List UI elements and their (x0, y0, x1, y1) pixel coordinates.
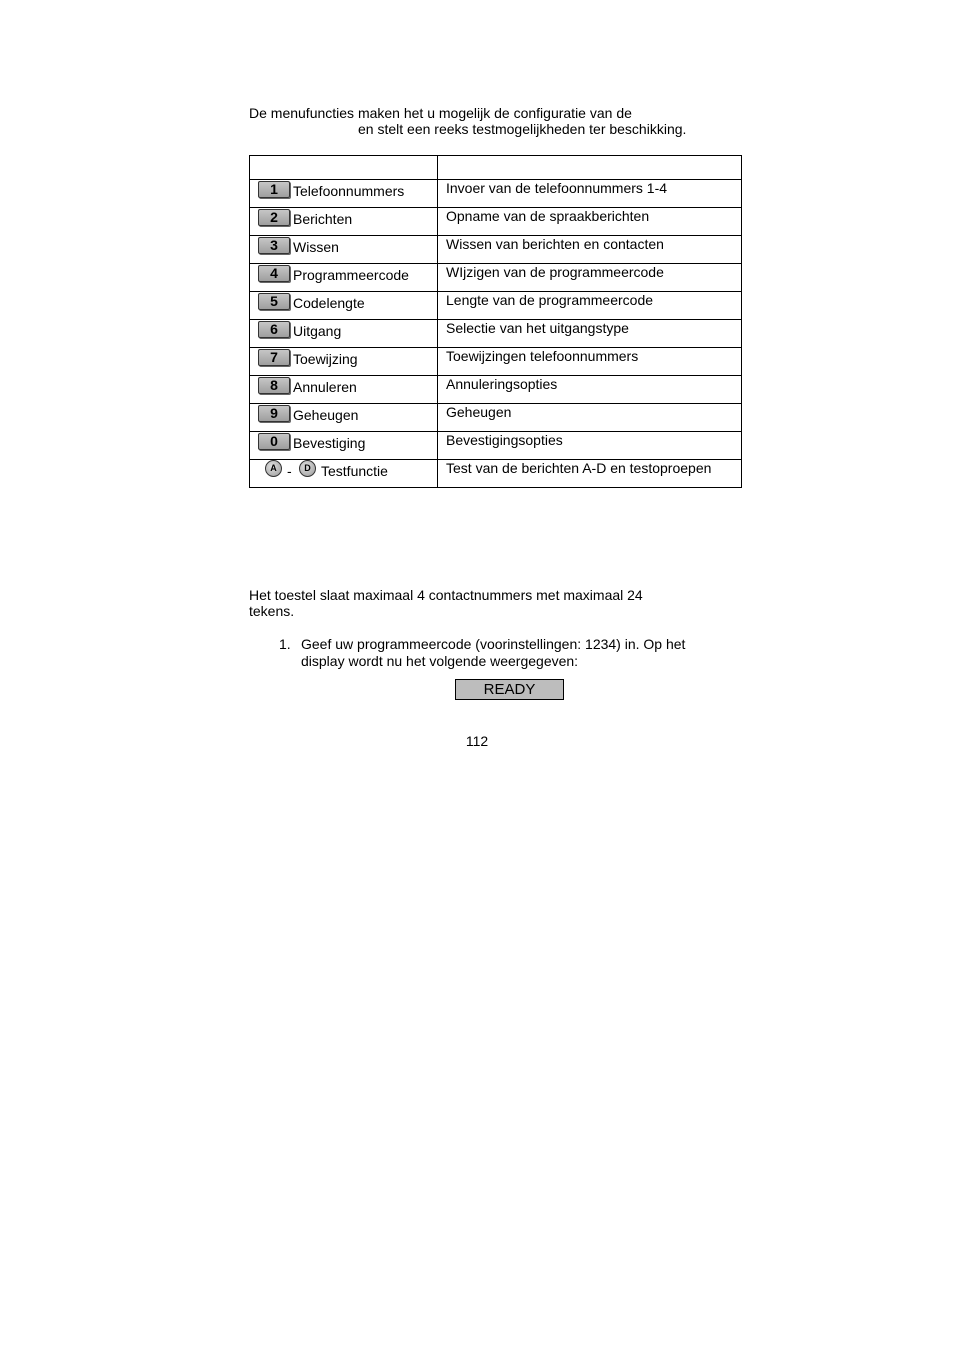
menu-function-description: Opname van de spraakberichten (446, 208, 650, 224)
description-cell (438, 460, 742, 488)
intro-line-1: De menufuncties maken het u mogelijk de configuratie van de (249, 105, 632, 121)
menu-function-description: Test van de berichten A-D en testoproepen (446, 460, 712, 476)
menu-functions-table (249, 155, 742, 488)
keypad-7-key-icon: 7 (258, 349, 290, 366)
description-cell (438, 264, 742, 292)
menu-function-description: Toewijzingen telefoonnummers (446, 348, 639, 364)
table-row (250, 292, 742, 320)
menu-function-label: Programmeercode (293, 267, 409, 283)
keypad-0-key-icon: 0 (258, 433, 290, 450)
table-header-row (250, 156, 742, 180)
menu-function-label: Telefoonnummers (293, 183, 405, 199)
menu-function-description: Annuleringsopties (446, 376, 558, 392)
menu-function-description: Bevestigingsopties (446, 432, 563, 448)
display-readout: READY (455, 679, 564, 700)
menu-function-description: WIjzigen van de programmeercode (446, 264, 664, 280)
menu-function-description: Invoer van de telefoonnummers 1-4 (446, 180, 668, 196)
table-row (250, 432, 742, 460)
keypad-3-key-icon: 3 (258, 237, 290, 254)
key-cell (250, 348, 438, 376)
key-range-separator: - (287, 463, 292, 479)
table-row (250, 236, 742, 264)
key-d-icon: D (299, 460, 316, 477)
keypad-5-key-icon: 5 (258, 293, 290, 310)
menu-function-label: Uitgang (293, 323, 342, 339)
header-cell-description (438, 156, 742, 180)
menu-function-description: Lengte van de programmeercode (446, 292, 654, 308)
menu-function-label: Testfunctie (321, 463, 388, 479)
description-cell (438, 292, 742, 320)
description-cell (438, 236, 742, 264)
key-cell (250, 208, 438, 236)
menu-function-label: Toewijzing (293, 351, 358, 367)
menu-function-description: Selectie van het uitgangstype (446, 320, 629, 336)
table-row (250, 348, 742, 376)
table-row (250, 208, 742, 236)
description-cell (438, 376, 742, 404)
intro-text (249, 105, 719, 137)
description-cell (438, 180, 742, 208)
table-row (250, 180, 742, 208)
menu-function-description: Wissen van berichten en contacten (446, 236, 664, 252)
header-cell-key (250, 156, 438, 180)
menu-function-label: Wissen (293, 239, 339, 255)
keypad-6-key-icon: 6 (258, 321, 290, 338)
keypad-1-key-icon: 1 (258, 181, 290, 198)
key-cell (250, 460, 438, 488)
intro-line-2: en stelt een reeks testmogelijkheden ter beschikking. (358, 121, 687, 137)
key-cell (250, 236, 438, 264)
key-a-icon: A (265, 460, 282, 477)
keypad-4-key-icon: 4 (258, 265, 290, 282)
keypad-9-key-icon: 9 (258, 405, 290, 422)
table-row (250, 320, 742, 348)
key-cell (250, 180, 438, 208)
key-cell (250, 376, 438, 404)
page-number: 112 (465, 733, 489, 749)
description-cell (438, 208, 742, 236)
table-row-test (250, 460, 742, 488)
key-cell (250, 404, 438, 432)
step-number: 1. (279, 636, 291, 652)
contacts-paragraph: Het toestel slaat maximaal 4 contactnummers met maximaal 24 tekens. (249, 587, 643, 619)
menu-function-label: Codelengte (293, 295, 365, 311)
menu-function-label: Bevestiging (293, 435, 366, 451)
description-cell (438, 348, 742, 376)
table-row (250, 264, 742, 292)
key-cell (250, 432, 438, 460)
menu-function-description: Geheugen (446, 404, 512, 420)
description-cell (438, 320, 742, 348)
table-row (250, 404, 742, 432)
key-cell (250, 264, 438, 292)
key-cell (250, 320, 438, 348)
menu-function-label: Geheugen (293, 407, 359, 423)
table-row (250, 376, 742, 404)
step-text: Geef uw programmeercode (voorinstellingen: 1234) in. Op het display wordt nu het volgende weergegeven: (301, 636, 686, 669)
description-cell (438, 432, 742, 460)
description-cell (438, 404, 742, 432)
keypad-2-key-icon: 2 (258, 209, 290, 226)
keypad-8-key-icon: 8 (258, 377, 290, 394)
menu-function-label: Annuleren (293, 379, 357, 395)
key-cell (250, 292, 438, 320)
menu-function-label: Berichten (293, 211, 353, 227)
